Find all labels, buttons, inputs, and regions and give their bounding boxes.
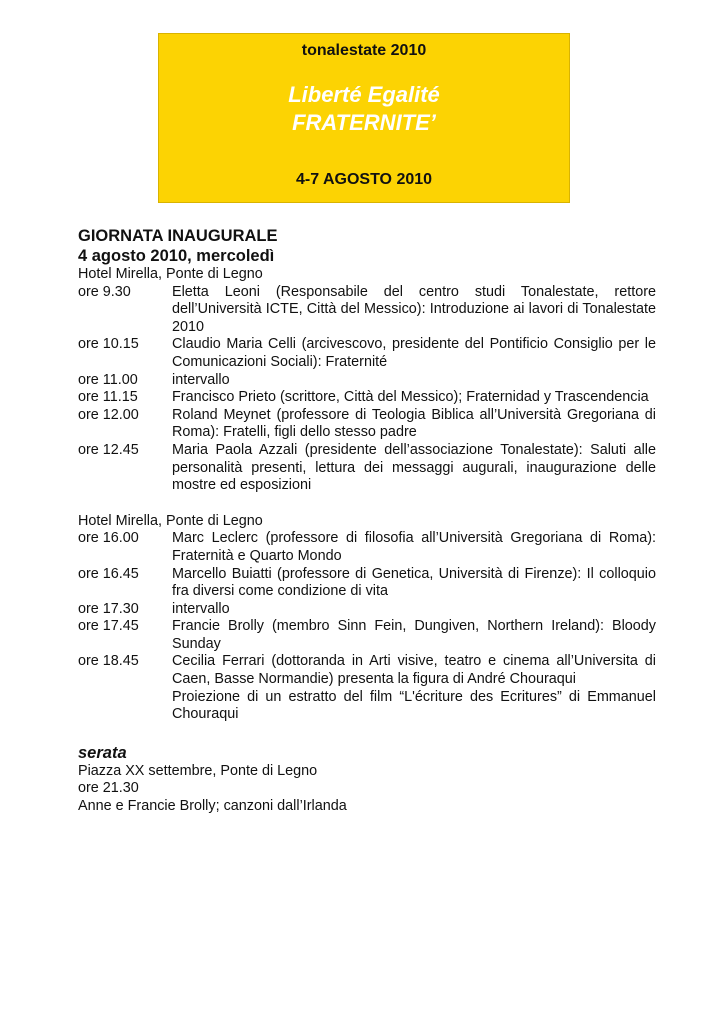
schedule-time: ore 17.45 xyxy=(78,618,139,635)
schedule-time: ore 10.15 xyxy=(78,336,139,353)
schedule-time: ore 12.45 xyxy=(78,441,139,458)
schedule-time: ore 11.15 xyxy=(78,389,138,406)
evening-location: Piazza XX settembre, Ponte di Legno xyxy=(78,762,318,779)
schedule-row xyxy=(78,407,656,442)
schedule-row xyxy=(78,601,656,619)
schedule-text: Eletta Leoni (Responsabile del centro studi Tonalestate, rettore dell’Università ICTE, Città del Messico): Introduzione ai lavori di Tonalestate 2010 xyxy=(172,283,656,335)
schedule-row xyxy=(78,618,656,653)
schedule-time: ore 17.30 xyxy=(78,600,139,617)
day-title: GIORNATA INAUGURALE xyxy=(78,227,278,245)
schedule-row xyxy=(78,284,656,337)
schedule-row xyxy=(78,653,656,688)
evening-text: Anne e Francie Brolly; canzoni dall’Irlanda xyxy=(78,798,347,815)
schedule-row xyxy=(78,566,656,601)
schedule-time: ore 11.00 xyxy=(78,371,138,388)
evening-time: ore 21.30 xyxy=(78,780,139,797)
schedule-text: Maria Paola Azzali (presidente dell’associazione Tonalestate): Saluti alle personalità presenti, lettura dei messaggi augurali, inaugurazione delle mostre ed esposizioni xyxy=(172,441,656,494)
schedule-text: Francisco Prieto (scrittore, Città del Messico); Fraternidad y Trascendencia xyxy=(172,389,649,406)
schedule-time: ore 16.00 xyxy=(78,530,139,547)
day-date: 4 agosto 2010, mercoledì xyxy=(78,247,275,265)
schedule-text: Roland Meynet (professore di Teologia Biblica all’Università Gregoriana di Roma): Fratelli, figli dello stesso padre xyxy=(172,406,656,441)
event-dates: 4-7 AGOSTO 2010 xyxy=(295,171,433,188)
afternoon-location: Hotel Mirella, Ponte di Legno xyxy=(78,512,263,529)
schedule-text: Cecilia Ferrari (dottoranda in Arti visive, teatro e cinema all’Universita di Caen, Basse Normandie) presenta la figura di André Chouraqui xyxy=(172,653,656,688)
schedule-text: intervallo xyxy=(172,600,230,617)
schedule-text: Marc Leclerc (professore di filosofia all’Università Gregoriana di Roma): Fraternità e Quarto Mondo xyxy=(172,530,656,564)
schedule-time: ore 9.30 xyxy=(78,283,131,300)
schedule-text: Francie Brolly (membro Sinn Fein, Dungiven, Northern Ireland): Bloody Sunday xyxy=(172,618,656,652)
schedule-text: Marcello Buiatti (professore di Genetica, Università di Firenze): Il colloquio fra diversi come condizione di vita xyxy=(172,565,656,600)
schedule-row xyxy=(78,530,656,565)
evening-title: serata xyxy=(78,743,127,762)
morning-location: Hotel Mirella, Ponte di Legno xyxy=(78,266,263,282)
program-content xyxy=(78,226,656,816)
spacer xyxy=(78,724,656,742)
spacer xyxy=(78,495,656,513)
event-title xyxy=(159,81,569,137)
schedule-text: intervallo xyxy=(172,371,230,388)
header-banner xyxy=(158,33,570,203)
title-line-1: Liberté Egalité xyxy=(288,82,440,107)
schedule-row-extra xyxy=(78,689,656,724)
schedule-row xyxy=(78,336,656,371)
schedule-text: Claudio Maria Celli (arcivescovo, presidente del Pontificio Consiglio per le Comunicazioni Sociali): Fraternité xyxy=(172,336,656,370)
film-screening-text: Proiezione di un estratto del film “L'écriture des Ecritures” di Emmanuel Chouraqui xyxy=(172,688,656,723)
schedule-row xyxy=(78,372,656,390)
event-name: tonalestate 2010 xyxy=(301,42,427,59)
schedule-time: ore 16.45 xyxy=(78,565,139,582)
schedule-time: ore 12.00 xyxy=(78,406,139,423)
schedule-row xyxy=(78,442,656,495)
title-line-2: FRATERNITE’ xyxy=(292,110,436,135)
schedule-row xyxy=(78,389,656,407)
schedule-time: ore 18.45 xyxy=(78,653,139,670)
